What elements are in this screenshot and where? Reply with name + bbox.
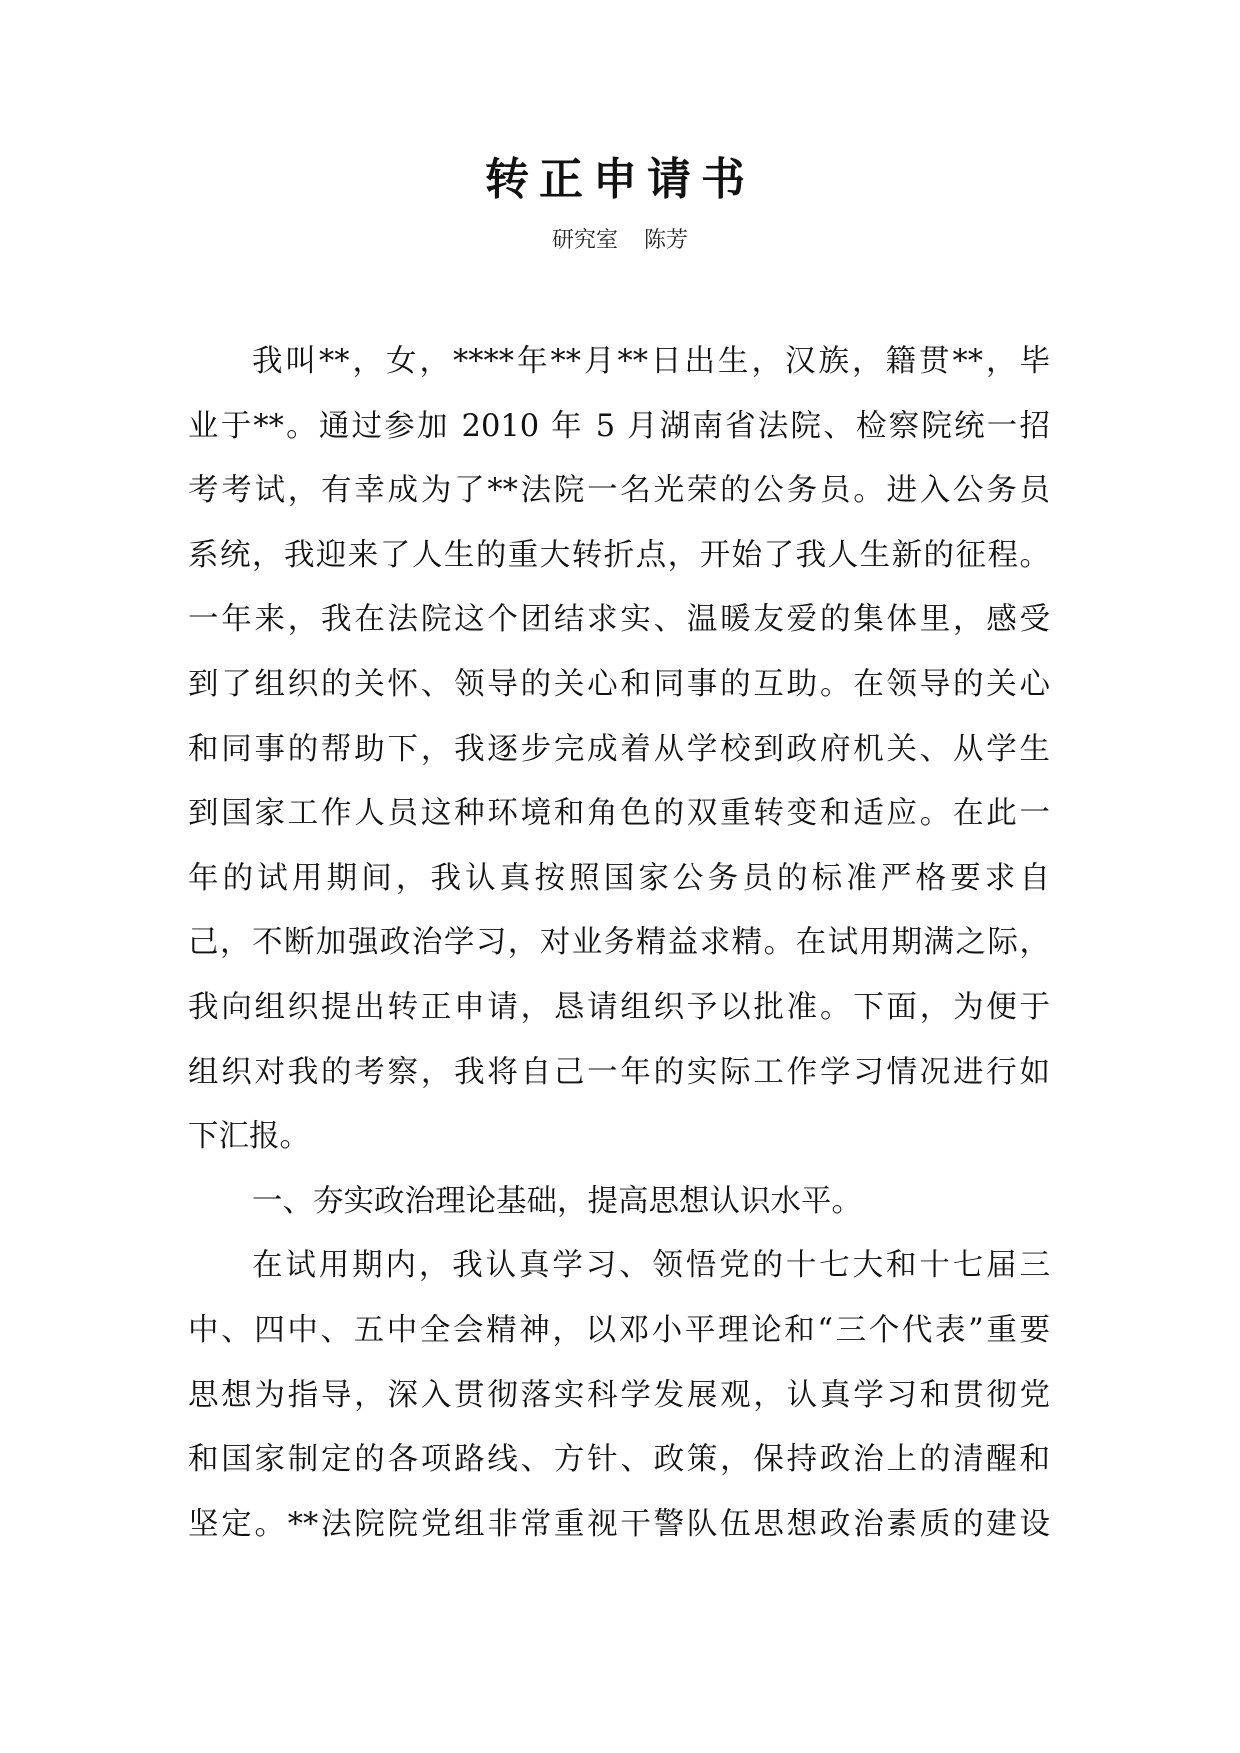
body-line: 我叫**，女，****年**月**日出生，汉族，籍贯**，毕 [252, 344, 1050, 379]
body-line: 下汇报。 [188, 1119, 310, 1155]
body-line: 业于**。通过参加 2010 年 5 月湖南省法院、检察院统一招 [188, 408, 1050, 444]
body-text [188, 340, 1050, 1567]
body-line: 和国家制定的各项路线、方针、政策，保持政治上的清醒和 [188, 1442, 1050, 1478]
body-line: 考考试，有幸成为了**法院一名光荣的公务员。进入公务员 [188, 473, 1050, 509]
body-line: 我向组织提出转正申请，恳请组织予以批准。下面，为便于 [188, 989, 1050, 1025]
body-line: 年的试用期间，我认真按照国家公务员的标准严格要求自 [188, 860, 1050, 896]
body-line: 一年来，我在法院这个团结求实、温暖友爱的集体里，感受 [188, 602, 1050, 638]
body-line: 到了组织的关怀、领导的关心和同事的互助。在领导的关心 [188, 666, 1050, 702]
body-line: 己，不断加强政治学习，对业务精益求精。在试用期满之际， [188, 925, 1050, 961]
author-name: 陈芳 [644, 228, 689, 253]
body-line: 一、夯实政治理论基础，提高思想认识水平。 [252, 1183, 862, 1219]
author-department: 研究室 [551, 228, 618, 253]
body-line: 在试用期内，我认真学习、领悟党的十七大和十七届三 [252, 1248, 1050, 1284]
body-line: 思想为指导，深入贯彻落实科学发展观，认真学习和贯彻党 [188, 1377, 1050, 1413]
body-line: 坚定。**法院院党组非常重视干警队伍思想政治素质的建设 [188, 1506, 1050, 1542]
body-line: 组织对我的考察，我将自己一年的实际工作学习情况进行如 [188, 1054, 1050, 1090]
body-line: 系统，我迎来了人生的重大转折点，开始了我人生新的征程。 [188, 537, 1050, 573]
document-title: 转正申请书 [485, 154, 755, 205]
body-line: 到国家工作人员这种环境和角色的双重转变和适应。在此一 [188, 796, 1050, 832]
body-line: 中、四中、五中全会精神，以邓小平理论和“三个代表”重要 [188, 1312, 1050, 1348]
author-line [0, 226, 1240, 256]
body-line: 和同事的帮助下，我逐步完成着从学校到政府机关、从学生 [188, 731, 1050, 767]
